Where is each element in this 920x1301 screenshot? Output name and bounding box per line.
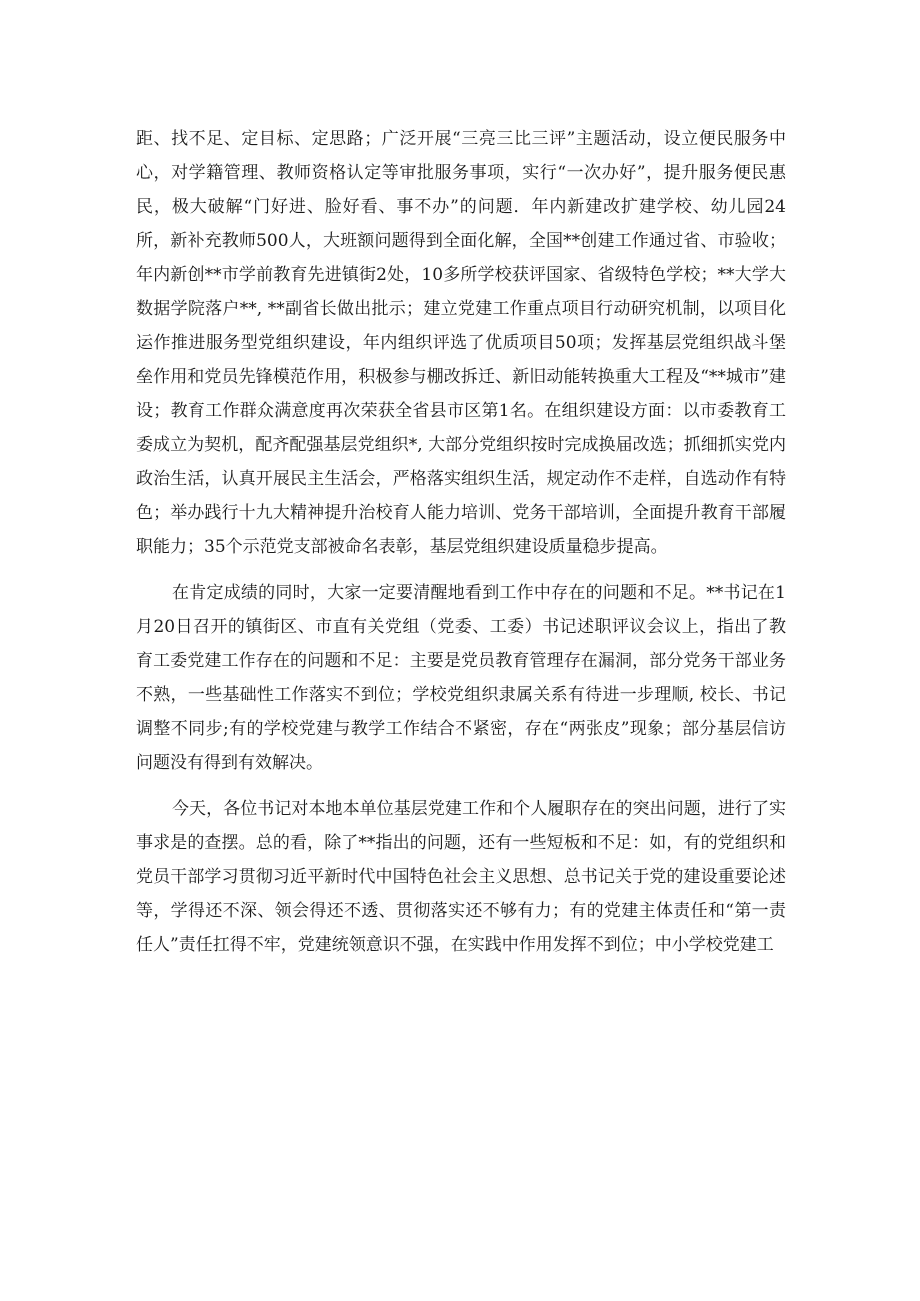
paragraph-problems: 在肯定成绩的同时，大家一定要清醒地看到工作中存在的问题和不足。**书记在1月20日召开的镇街区、市直有关党组（党委、工委）书记述职评议会议上，指出了教育工委党建工作存在的问题和不足：主要是党员教育管理存在漏洞，部分党务干部业务不熟，一些基础性工作落实不到位；学校党组织隶属关系有待进一步理顺, 校长、书记调整不同步;有的学校党建与教学工作结合不紧密，存在“两张皮”现象；部分基层信访问题没有得到有效解决。	[136, 583, 786, 773]
paragraph-continued: 距、找不足、定目标、定思路；广泛开展“三亮三比三评”主题活动，设立便民服务中心，对学籍管理、教师资格认定等审批服务事项，实行“一次办好”，提升服务便民惠民，极大破解“门好进、脸好看、事不办”的问题．年内新建改扩建学校、幼儿园24所，新补充教师500人，大班额问题得到全面化解，全国**创建工作通过省、市验收；年内新创**市学前教育先进镇街2处，10多所学校获评国家、省级特色学校；**大学大数据学院落户**, **副省长做出批示；建立党建工作重点项目行动研究机制，以项目化运作推进服务型党组织建设，年内组织评选了优质项目50项；发挥基层党组织战斗堡垒作用和党员先锋模范作用，积极参与棚改拆迁、新旧动能转换重大工程及“**城市”建设；教育工作群众满意度再次荣获全省县市区第1名。在组织建设方面：以市委教育工委成立为契机，配齐配强基层党组织*, 大部分党组织按时完成换届改选；抓细抓实党内政治生活，认真开展民主生活会，严格落实组织生活，规定动作不走样，自选动作有特色；举办践行十九大精神提升治校育人能力培训、党务干部培训，全面提升教育干部履职能力；35个示范党支部被命名表彰，基层党组织建设质量稳步提高。	[136, 129, 786, 557]
document-page	[136, 122, 786, 962]
paragraph-shortcomings: 今天，各位书记对本地本单位基层党建工作和个人履职存在的突出问题，进行了实事求是的查摆。总的看，除了**指出的问题，还有一些短板和不足：如，有的党组织和党员干部学习贯彻习近平新时代中国特色社会主义思想、总书记关于党的建设重要论述等，学得还不深、领会得还不透、贯彻落实还不够有力；有的党建主体责任和“第一责任人”责任扛得不牢，党建统领意识不强，在实践中作用发挥不到位；中小学校党建工	[136, 799, 786, 955]
